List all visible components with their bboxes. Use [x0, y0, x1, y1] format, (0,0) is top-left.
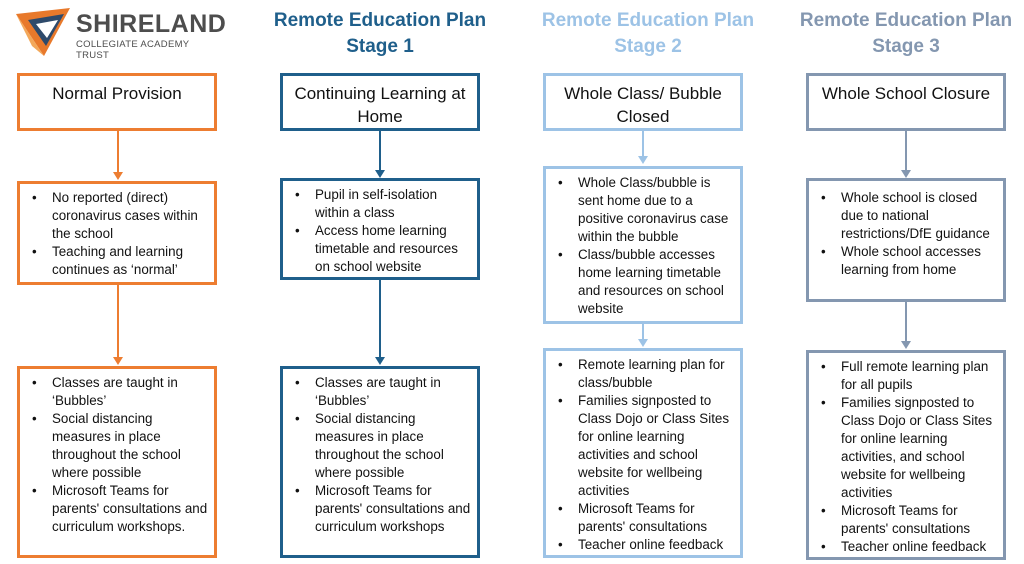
logo-subtitle: COLLEGIATE ACADEMY TRUST [76, 39, 190, 61]
stage3-bottom-box [806, 350, 1006, 560]
stage2-title-line2: Stage 2 [614, 36, 682, 57]
stage2-head-text: Whole Class/ Bubble Closed [564, 84, 722, 126]
stage3-bottom-item: • Full remote learning plan for all pupils [841, 358, 999, 394]
normal-mid-item: • Teaching and learning continues as ‘normal’ [52, 243, 210, 279]
stage1-title-line1: Remote Education Plan [273, 10, 487, 31]
stage2-mid-item: • Class/bubble accesses home learning timetable and resources on school website [578, 246, 736, 318]
stage1-arrow-1 [375, 170, 385, 178]
normal-bottom-item: • Social distancing measures in place throughout the school where possible [52, 410, 210, 482]
stage2-arrow-1 [638, 156, 648, 164]
stage2-mid-box [543, 166, 743, 324]
stage2-connector-2 [642, 324, 644, 340]
stage3-title-line1: Remote Education Plan [799, 10, 1013, 31]
stage2-arrow-2 [638, 339, 648, 347]
stage3-bottom-item: • Families signposted to Class Dojo or Class Sites for online learning activities, and school website for wellbeing activities [841, 394, 999, 502]
stage1-mid-item: • Access home learning timetable and resources on school website [315, 222, 473, 276]
normal-head-box [17, 73, 217, 131]
normal-mid-item: • No reported (direct) coronavirus cases within the school [52, 189, 210, 243]
stage1-bottom-box [280, 366, 480, 558]
normal-head-text: Normal Provision [52, 84, 182, 103]
stage1-arrow-2 [375, 357, 385, 365]
stage2-bottom-item: • Microsoft Teams for parents' consultations [578, 500, 736, 536]
stage1-bottom-item: • Social distancing measures in place throughout the school where possible [315, 410, 473, 482]
stage2-bottom-item: • Families signposted to Class Dojo or Class Sites for online learning activities and school website for wellbeing activities [578, 392, 736, 500]
stage2-bottom-item: • Teacher online feedback [578, 536, 736, 554]
stage2-mid-item: • Whole Class/bubble is sent home due to a positive coronavirus case within the bubble [578, 174, 736, 246]
normal-arrow-2 [113, 357, 123, 365]
normal-bottom-item: • Classes are taught in ‘Bubbles’ [52, 374, 210, 410]
stage3-title-line2: Stage 3 [872, 36, 940, 57]
stage2-bottom-box [543, 348, 743, 558]
stage3-head-box [806, 73, 1006, 131]
stage3-mid-item: • Whole school is closed due to national restrictions/DfE guidance [841, 189, 999, 243]
stage1-head-text: Continuing Learning at Home [294, 84, 466, 126]
stage3-mid-item: • Whole school accesses learning from home [841, 243, 999, 279]
stage3-title [786, 8, 1024, 60]
stage2-title [528, 8, 768, 60]
stage2-head-box [543, 73, 743, 131]
stage1-title [260, 8, 500, 60]
normal-bottom-item: • Microsoft Teams for parents' consultations and curriculum workshops. [52, 482, 210, 536]
stage2-bottom-item: • Remote learning plan for class/bubble [578, 356, 736, 392]
stage2-title-line1: Remote Education Plan [541, 10, 755, 31]
stage3-head-text: Whole School Closure [821, 84, 991, 103]
normal-connector-2 [117, 285, 119, 358]
stage1-head-box [280, 73, 480, 131]
normal-mid-box [17, 181, 217, 285]
stage1-connector-2 [379, 280, 381, 358]
stage1-mid-item: • Pupil in self-isolation within a class [315, 186, 473, 222]
stage3-bottom-item: • Teacher online feedback [841, 538, 999, 556]
stage3-arrow-2 [901, 341, 911, 349]
normal-connector-1 [117, 131, 119, 173]
stage1-bottom-item: • Classes are taught in ‘Bubbles’ [315, 374, 473, 410]
stage3-connector-2 [905, 302, 907, 342]
stage3-bottom-item: • Microsoft Teams for parents' consultations [841, 502, 999, 538]
normal-bottom-box [17, 366, 217, 558]
stage3-arrow-1 [901, 170, 911, 178]
stage1-bottom-item: • Microsoft Teams for parents' consultations and curriculum workshops [315, 482, 473, 536]
stage3-connector-1 [905, 131, 907, 171]
shireland-logo [14, 6, 227, 61]
stage2-connector-1 [642, 131, 644, 157]
stage1-title-line2: Stage 1 [346, 36, 414, 57]
logo-name: SHIRELAND [76, 10, 227, 38]
shireland-logo-icon [14, 6, 72, 58]
stage3-mid-box [806, 178, 1006, 302]
stage1-mid-box [280, 178, 480, 280]
normal-arrow-1 [113, 172, 123, 180]
stage1-connector-1 [379, 131, 381, 171]
